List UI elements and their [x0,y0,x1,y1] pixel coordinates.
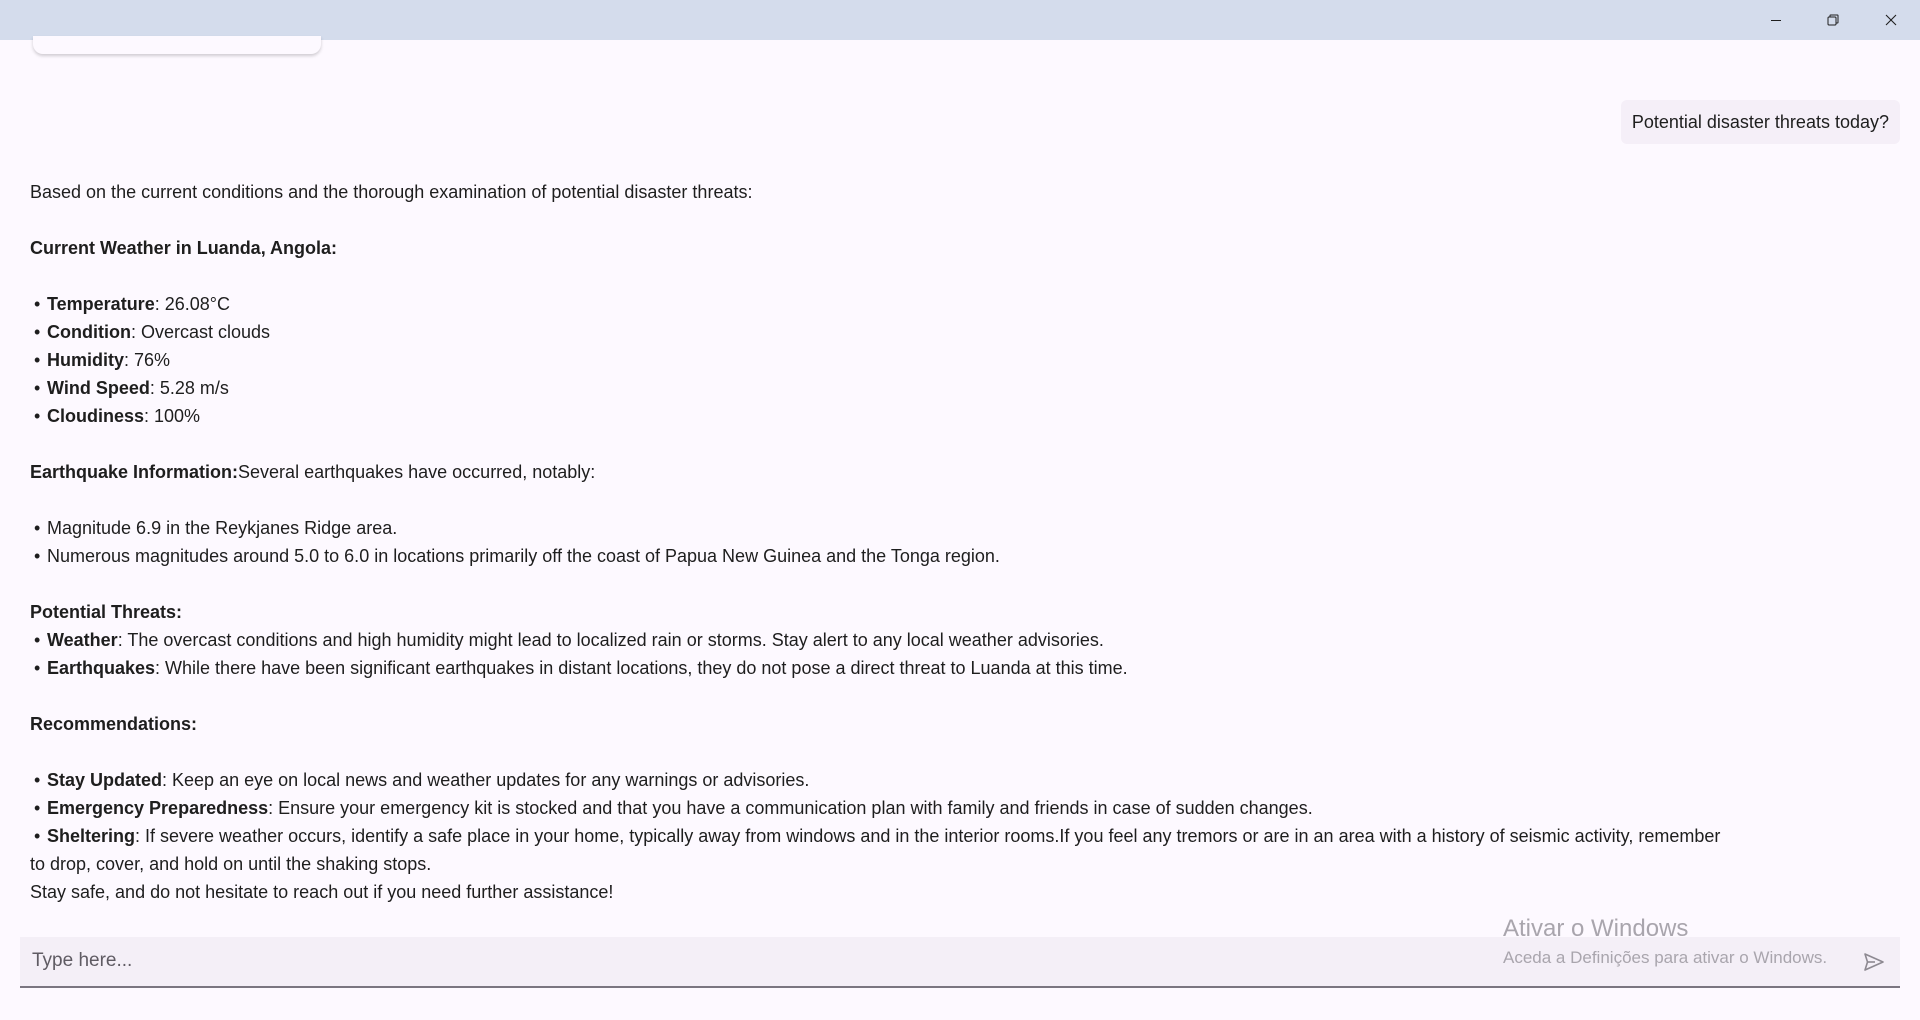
minimize-button[interactable] [1748,0,1804,40]
user-message-bubble [1621,100,1900,144]
send-icon[interactable] [1862,950,1886,974]
earthquake-heading: Earthquake Information: [30,462,239,482]
restore-icon [1826,13,1840,27]
earthquake-item: • Magnitude 6.9 in the Reykjanes Ridge area. [34,518,398,538]
restore-button[interactable] [1805,0,1861,40]
threat-item: • Weather: The overcast conditions and high humidity might lead to localized rain or storms. Stay alert to any local weather advisories. [34,630,1104,650]
earthquake-intro: Several earthquakes have occurred, notably: [238,462,596,482]
response-closing: Stay safe, and do not hesitate to reach out if you need further assistance! [30,882,614,902]
watermark-subtitle: Aceda a Definições para ativar o Windows. [1503,948,1828,967]
message-input-bar[interactable] [20,937,1900,988]
earthquake-item: • Numerous magnitudes around 5.0 to 6.0 in locations primarily off the coast of Papua New Guinea and the Tonga region. [34,546,1000,566]
threat-item: • Earthquakes: While there have been significant earthquakes in distant locations, they do not pose a direct threat to Luanda at this time. [34,658,1128,678]
recommendation-item: • Sheltering: If severe weather occurs, identify a safe place in your home, typically away from windows and in the interior rooms.If you feel any tremors or are in an area with a history of seismic activity, remember [34,826,1721,846]
close-button[interactable] [1863,0,1919,40]
weather-heading: Current Weather in Luanda, Angola: [30,238,338,258]
assistant-response [30,178,1730,906]
minimize-icon [1769,13,1783,27]
recommendation-item: • Emergency Preparedness: Ensure your emergency kit is stocked and that you have a communication plan with family and friends in case of sudden changes. [34,798,1313,818]
title-bar [0,0,1920,40]
weather-item: • Condition: Overcast clouds [34,322,271,342]
watermark-title: Ativar o Windows [1503,915,1689,942]
weather-item: • Temperature: 26.08°C [34,294,230,314]
weather-item: • Humidity: 76% [34,350,171,370]
weather-item: • Cloudiness: 100% [34,406,201,426]
weather-item: • Wind Speed: 5.28 m/s [34,378,229,398]
recommendation-continuation: to drop, cover, and hold on until the shaking stops. [30,854,432,874]
recommendation-item: • Stay Updated: Keep an eye on local news and weather updates for any warnings or advisories. [34,770,810,790]
threats-heading: Potential Threats: [30,602,183,622]
user-message-text: Potential disaster threats today? [1631,111,1889,132]
message-input[interactable]: Type here... [32,950,133,971]
close-icon [1884,13,1898,27]
response-intro: Based on the current conditions and the thorough examination of potential disaster threats: [30,182,753,202]
previous-message-card [33,36,321,54]
recommendations-heading: Recommendations: [30,714,198,734]
earthquake-section-line [30,458,1730,486]
